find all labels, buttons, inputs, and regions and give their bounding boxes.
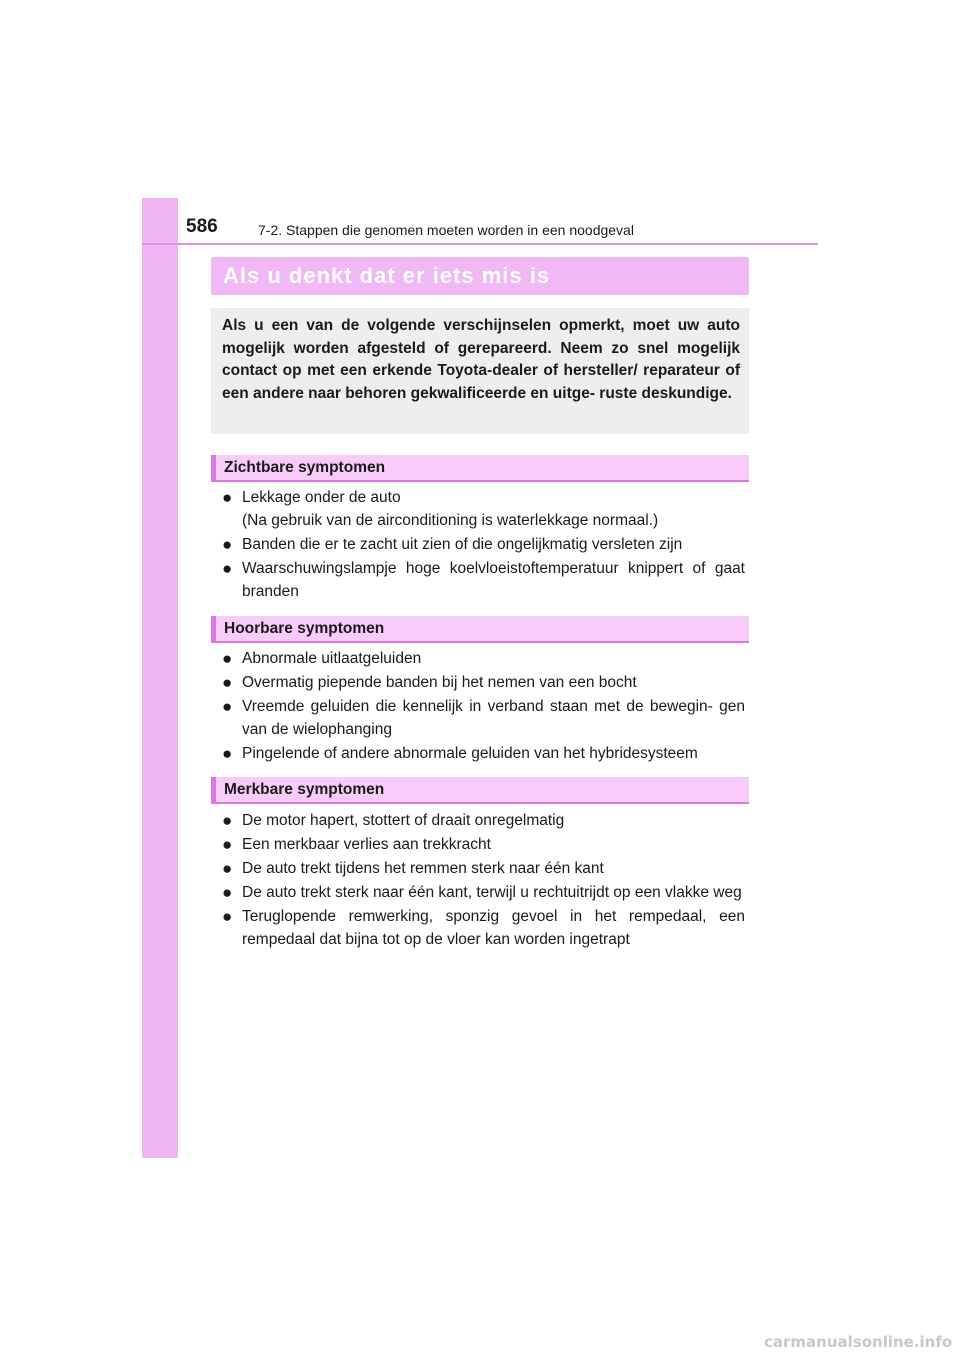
subheading-label: Merkbare symptomen bbox=[224, 780, 385, 798]
bullet-icon: ● bbox=[222, 649, 233, 668]
bullet-icon: ● bbox=[222, 673, 233, 692]
watermark: carmanualsonline.info bbox=[764, 1333, 953, 1351]
list-item-text: De motor hapert, stottert of draait onregelmatig bbox=[242, 812, 565, 829]
list-item-text: Een merkbaar verlies aan trekkracht bbox=[242, 836, 491, 853]
list-item bbox=[222, 833, 745, 856]
list-item bbox=[222, 905, 745, 951]
list-item-text: Lekkage onder de auto bbox=[242, 489, 401, 506]
bullet-icon: ● bbox=[222, 697, 233, 716]
subheading-hoorbare-symptomen bbox=[211, 616, 749, 643]
list-item bbox=[222, 695, 745, 741]
bullet-icon: ● bbox=[222, 535, 233, 554]
subheading-label: Hoorbare symptomen bbox=[224, 619, 385, 637]
list-item bbox=[222, 809, 745, 832]
list-item-text: De auto trekt sterk naar één kant, terwijl u rechtuitrijdt op een vlakke weg bbox=[242, 884, 742, 901]
section-header: 7-2. Stappen die genomen moeten worden in een noodgeval bbox=[258, 222, 634, 238]
chapter-sidebar-tab bbox=[142, 198, 178, 1158]
bullet-icon: ● bbox=[222, 811, 233, 830]
bullet-list-noticeable bbox=[222, 809, 745, 952]
bullet-list-visible bbox=[222, 486, 745, 604]
subheading-merkbare-symptomen bbox=[211, 777, 749, 804]
bullet-list-audible bbox=[222, 647, 745, 766]
bullet-icon: ● bbox=[222, 835, 233, 854]
header-divider bbox=[142, 243, 818, 245]
bullet-icon: ● bbox=[222, 859, 233, 878]
title-banner bbox=[211, 257, 749, 295]
intro-text: Als u een van de volgende verschijnselen opmerkt, moet uw auto mogelijk worden afgesteld of gerepareerd. Neem zo snel mogelijk contact op met een erkende Toyota-dealer of hersteller/ reparateur of een andere naar behoren gekwalificeerde en uitge- ruste deskundige. bbox=[222, 317, 740, 402]
bullet-icon: ● bbox=[222, 883, 233, 902]
intro-box bbox=[211, 308, 749, 434]
subheading-label: Zichtbare symptomen bbox=[224, 458, 386, 476]
bullet-icon: ● bbox=[222, 559, 233, 578]
list-item bbox=[222, 486, 745, 532]
bullet-icon: ● bbox=[222, 907, 233, 926]
subheading-zichtbare-symptomen bbox=[211, 455, 749, 482]
list-item-text: Abnormale uitlaatgeluiden bbox=[242, 650, 422, 667]
page-title: Als u denkt dat er iets mis is bbox=[223, 263, 551, 288]
list-item bbox=[222, 557, 745, 603]
list-item-text: De auto trekt tijdens het remmen sterk naar één kant bbox=[242, 860, 604, 877]
list-item bbox=[222, 881, 745, 904]
list-item-text: Pingelende of andere abnormale geluiden van het hybridesysteem bbox=[242, 745, 698, 762]
list-item bbox=[222, 647, 745, 670]
bullet-icon: ● bbox=[222, 744, 233, 763]
page-number: 586 bbox=[186, 216, 218, 237]
list-item-text: Waarschuwingslampje hoge koelvloeistoftemperatuur knippert of gaat branden bbox=[242, 560, 745, 600]
list-item-note: (Na gebruik van de airconditioning is waterlekkage normaal.) bbox=[242, 512, 659, 529]
list-item-text: Teruglopende remwerking, sponzig gevoel in het rempedaal, een rempedaal dat bijna tot op de vloer kan worden ingetrapt bbox=[242, 908, 745, 948]
list-item-text: Vreemde geluiden die kennelijk in verband staan met de bewegin- gen van de wielophanging bbox=[242, 698, 745, 738]
list-item bbox=[222, 671, 745, 694]
list-item-text: Banden die er te zacht uit zien of die ongelijkmatig versleten zijn bbox=[242, 536, 683, 553]
list-item bbox=[222, 533, 745, 556]
list-item bbox=[222, 742, 745, 765]
list-item-text: Overmatig piepende banden bij het nemen van een bocht bbox=[242, 674, 637, 691]
bullet-icon: ● bbox=[222, 488, 233, 507]
list-item bbox=[222, 857, 745, 880]
